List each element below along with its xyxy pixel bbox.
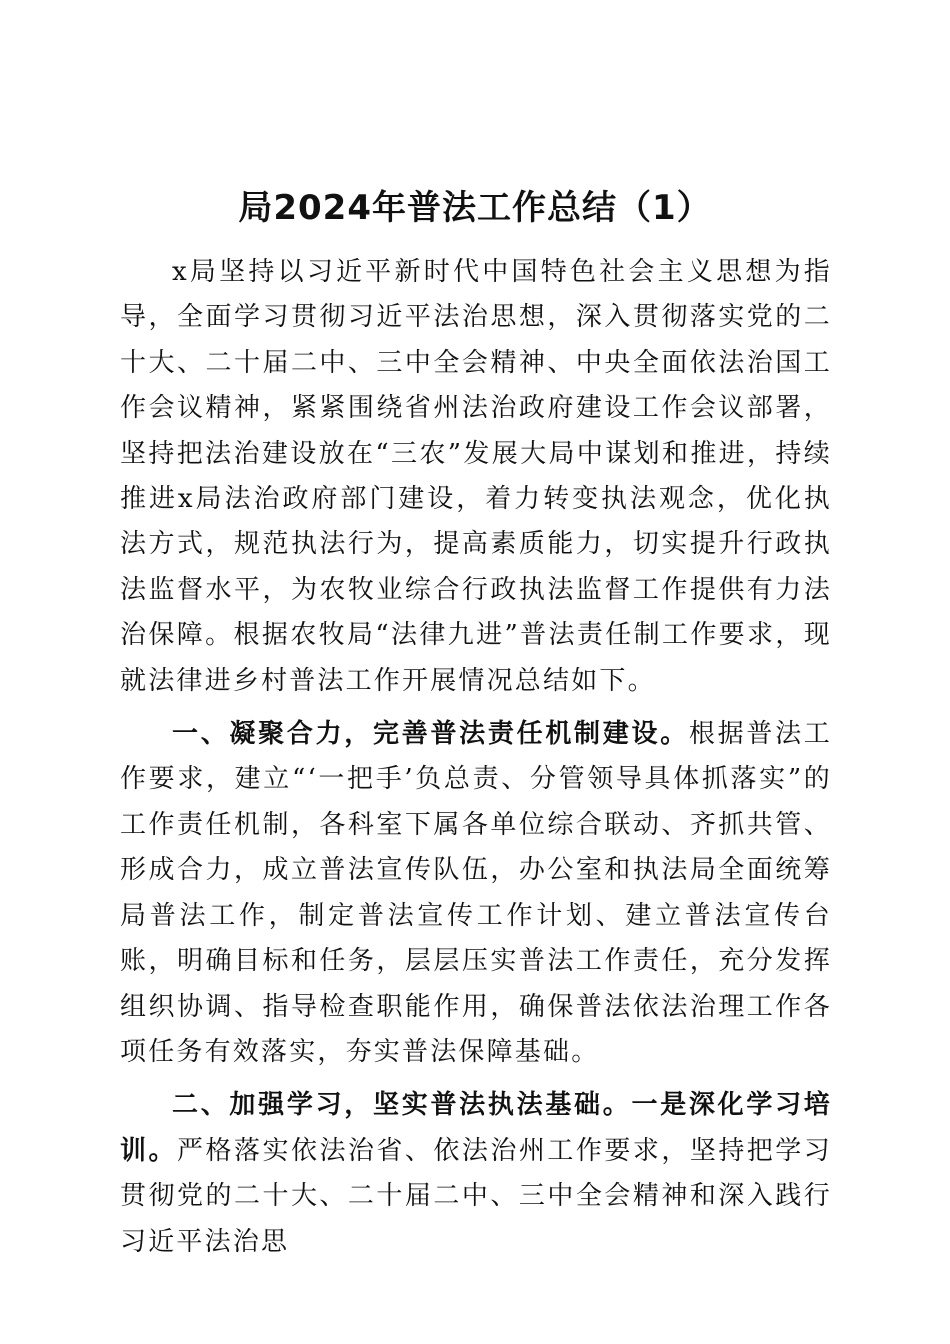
intro-paragraph (120, 250, 832, 704)
document-body (120, 250, 832, 1265)
section-1-paragraph (120, 712, 832, 1075)
document-title: 局2024年普法工作总结（1） (238, 188, 712, 228)
section-2-paragraph (120, 1083, 832, 1265)
paragraph-text: x局坚持以习近平新时代中国特色社会主义思想为指导，全面学习贯彻习近平法治思想，深入贯彻落实党的二十大、二十届二中、三中全会精神、中央全面依法治国工作会议精神，紧紧围绕省州法治政府建设工作会议部署，坚持把法治建设放在“三农”发展大局中谋划和推进，持续推进x局法治政府部门建设，着力转变执法观念，优化执法方式，规范执法行为，提高素质能力，切实提升行政执法监督水平，为农牧业综合行政执法监督工作提供有力法治保障。根据农牧局“法律九进”普法责任制工作要求，现就法律进乡村普法工作开展情况总结如下。 (120, 257, 832, 696)
section-2-heading: 二、加强学习，坚实普法执法基础。一是深化学习培训。 (120, 1090, 832, 1166)
section-1-heading: 一、凝聚合力，完善普法责任机制建设。 (172, 719, 689, 750)
section-2-text: 严格落实依法治省、依法治州工作要求，坚持把学习贯彻党的二十大、二十届二中、三中全会精神和深入践行习近平法治思 (120, 1135, 832, 1257)
section-1-text: 根据普法工作要求，建立“‘一把手’负总责、分管领导具体抓落实”的工作责任机制，各科室下属各单位综合联动、齐抓共管、形成合力，成立普法宣传队伍，办公室和执法局全面统筹局普法工作，制定普法宣传工作计划、建立普法宣传台账，明确目标和任务，层层压实普法工作责任，充分发挥组织协调、指导检查职能作用，确保普法依法治理工作各项任务有效落实，夯实普法保障基础。 (120, 719, 832, 1067)
